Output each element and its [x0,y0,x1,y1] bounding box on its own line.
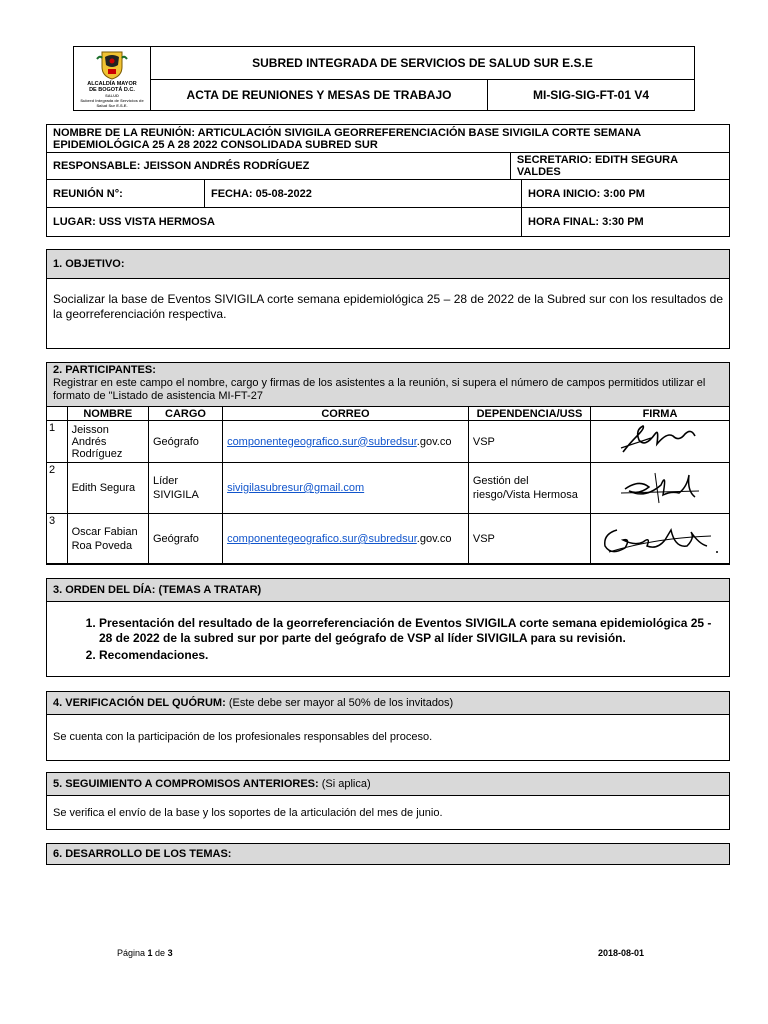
row-cargo: Geógrafo [149,514,223,565]
row-correo: componentegeografico.sur@subredsur.gov.co [223,514,469,565]
agenda-title: 3. ORDEN DEL DÍA: (TEMAS A TRATAR) [47,579,729,602]
email-link[interactable]: componentegeografico.sur@subredsur [227,435,417,448]
signature-icon [595,516,725,560]
row-dependencia: VSP [468,514,590,565]
followup-text: Se verifica el envío de la base y los soportes de la articulación del mes de junio. [53,807,443,819]
row-num: 3 [47,514,68,565]
logo-line4: Subred Integrada de Servicios de Salud Sur E.S.E. [80,98,144,108]
secretario: SECRETARIO: EDITH SEGURA VALDES [510,153,729,180]
email-link[interactable]: componentegeografico.sur@subredsur [227,533,417,545]
page-number: Página 1 de 3 [117,948,173,958]
responsable: RESPONSABLE: JEISSON ANDRÉS RODRÍGUEZ [47,153,511,180]
logo-line3: SALUD [105,93,119,98]
objective-text: Socializar la base de Eventos SIVIGILA corte semana epidemiológica 25 – 28 de 2022 de la Subred sur con los resultados de la georreferenciación respectiva. [53,292,723,321]
row-nombre: Oscar Fabian Roa Poveda [67,514,148,565]
row-dependencia: VSP [468,421,590,463]
agenda-list [47,616,729,663]
row-nombre: Jeisson Andrés Rodríguez [67,421,148,463]
row-firma [591,514,730,565]
row-firma [591,421,730,463]
meeting-info [46,124,730,237]
document-header [73,46,695,111]
quorum-section [46,691,730,761]
followup-section [46,772,730,830]
bogota-coat-of-arms-icon [94,49,130,81]
logo-line2: DE BOGOTÁ D.C. [89,87,135,93]
col-cargo: CARGO [149,407,223,421]
agenda-item: 2. Recomendaciones. [99,648,719,663]
agenda-item: 1. Presentación del resultado de la georreferenciación de Eventos SIVIGILA corte semana epidemiológica 25 - 28 de 2022 de la subred sur por parte del geógrafo de VSP al líder SIVIGILA para su revisión. [99,616,719,646]
table-row [47,463,730,514]
signature-icon [615,465,705,509]
development-section [46,843,730,865]
meeting-date: FECHA: 05-08-2022 [205,180,522,208]
row-dependencia: Gestión del riesgo/Vista Hermosa [468,463,590,514]
row-num: 2 [47,463,68,514]
col-nombre: NOMBRE [67,407,148,421]
row-firma [591,463,730,514]
col-dependencia: DEPENDENCIA/USS [468,407,590,421]
objective-title: 1. OBJETIVO: [47,250,729,279]
reunion-number: REUNIÓN N°: [47,180,205,208]
participants-note: Registrar en este campo el nombre, cargo y firmas de los asistentes a la reunión, si supera el número de campos permitidos utilizar el formato de "Listado de asistencia MI-FT-27 [53,377,706,402]
meeting-name: NOMBRE DE LA REUNIÓN: ARTICULACIÓN SIVIGILA GEORREFERENCIACIÓN BASE SIVIGILA CORTE SEMANA EPIDEMIOLÓGICA 25 A 28 2022 CONSOLIDADA SUBRED SUR [47,125,730,153]
logo-line1: ALCALDÍA MAYOR [87,81,137,87]
followup-title: 5. SEGUIMIENTO A COMPROMISOS ANTERIORES: [53,778,319,790]
footer-date: 2018-08-01 [598,948,645,958]
col-firma: FIRMA [591,407,730,421]
col-num [47,407,68,421]
logo-cell [74,47,151,111]
development-title: 6. DESARROLLO DE LOS TEMAS: [47,844,729,864]
col-correo: CORREO [223,407,469,421]
followup-header [47,773,729,796]
quorum-text: Se cuenta con la participación de los profesionales responsables del proceso. [53,731,433,743]
doc-code: MI-SIG-SIG-FT-01 V4 [488,80,695,111]
participants-header [47,363,729,406]
quorum-note: (Este debe ser mayor al 50% de los invitados) [228,697,454,709]
row-cargo: Líder SIVIGILA [149,463,223,514]
quorum-header [47,692,729,715]
participants-table [46,406,730,565]
agenda-section [46,578,730,677]
table-row [47,421,730,463]
row-cargo: Geógrafo [149,421,223,463]
row-correo: componentegeografico.sur@subredsur.gov.co [223,421,469,463]
doc-title: ACTA DE REUNIONES Y MESAS DE TRABAJO [151,80,488,111]
participants-section [46,362,730,564]
row-nombre: Edith Segura [67,463,148,514]
followup-note: (Si aplica) [321,778,371,790]
row-num: 1 [47,421,68,463]
meeting-place: LUGAR: USS VISTA HERMOSA [47,208,522,237]
email-link[interactable]: sivigilasubresur@gmail.com [227,482,365,494]
participants-title: 2. PARTICIPANTES: [53,364,156,376]
signature-icon [615,422,705,458]
objective-section [46,249,730,349]
end-time: HORA FINAL: 3:30 PM [522,208,730,237]
quorum-title: 4. VERIFICACIÓN DEL QUÓRUM: [53,697,226,709]
table-row [47,514,730,565]
row-correo [223,463,469,514]
start-time: HORA INICIO: 3:00 PM [522,180,730,208]
org-title: SUBRED INTEGRADA DE SERVICIOS DE SALUD SUR E.S.E [151,47,695,80]
